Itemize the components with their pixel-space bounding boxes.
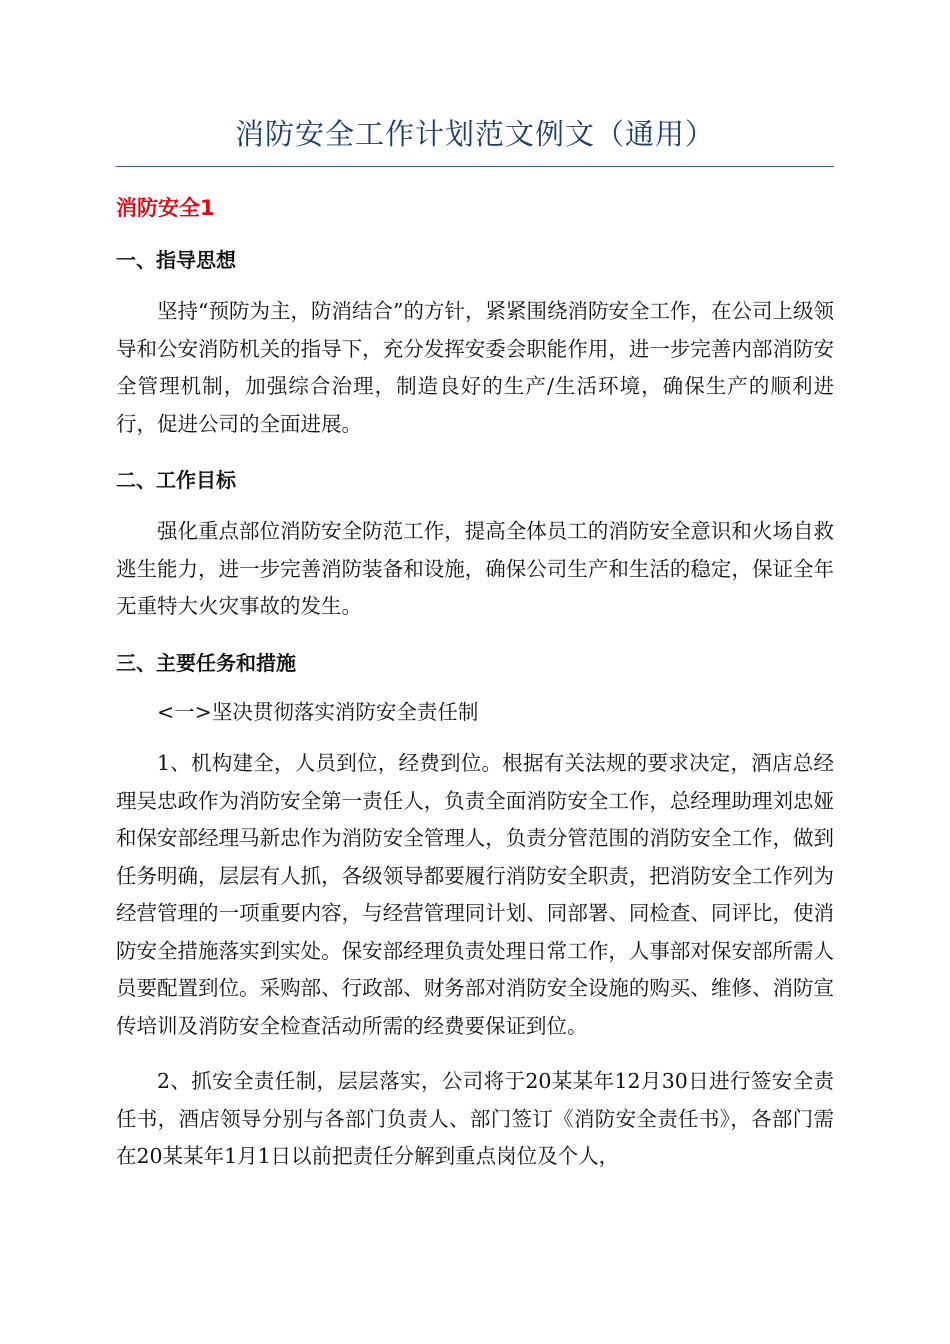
section-label: 消防安全1 <box>116 196 215 220</box>
subheading-responsibility-system: <一>坚决贯彻落实消防安全责任制 <box>157 699 479 724</box>
heading-guiding-ideology: 一、指导思想 <box>116 248 236 272</box>
paragraph-organization: 1、机构建全，人员到位，经费到位。根据有关法规的要求决定，酒店总经理吴忠政作为消防安全第一责任人，负责全面消防安全工作，总经理助理刘忠娅和保安部经理马新忠作为消防安全管理人，负责分管范围的消防安全工作，做到任务明确，层层有人抓，各级领导都要履行消防安全职责，把消防安全工作列为经营管理的一项重要内容，与经营管理同计划、同部署、同检查、同评比，使消防安全措施落实到实处。保安部经理负责处理日常工作，人事部对保安部所需人员要配置到位。采购部、行政部、财务部对消防安全设施的购买、维修、消防宣传培训及消防安全检查活动所需的经费要保证到位。 <box>116 751 834 1038</box>
heading-work-goals: 二、工作目标 <box>116 468 236 492</box>
paragraph-responsibility: 2、抓安全责任制，层层落实，公司将于20某某年12月30日进行签安全责任书，酒店领导分别与各部门负责人、部门签订《消防安全责任书》，各部门需在20某某年1月1日以前把责任分解到重点岗位及个人， <box>116 1069 834 1168</box>
title-divider <box>116 166 834 167</box>
paragraph-guiding-ideology: 坚持“预防为主，防消结合”的方针，紧紧围绕消防安全工作，在公司上级领导和公安消防机关的指导下，充分发挥安委会职能作用，进一步完善内部消防安全管理机制，加强综合治理，制造良好的生产/生活环境，确保生产的顺利进行，促进公司的全面进展。 <box>116 299 834 436</box>
paragraph-work-goals: 强化重点部位消防安全防范工作，提高全体员工的消防安全意识和火场自救逃生能力，进一步完善消防装备和设施，确保公司生产和生活的稳定，保证全年无重特大火灾事故的发生。 <box>116 519 834 618</box>
document-page <box>116 100 834 1176</box>
document-title: 消防安全工作计划范文例文（通用） <box>234 117 715 151</box>
heading-main-tasks: 三、主要任务和措施 <box>116 650 296 675</box>
